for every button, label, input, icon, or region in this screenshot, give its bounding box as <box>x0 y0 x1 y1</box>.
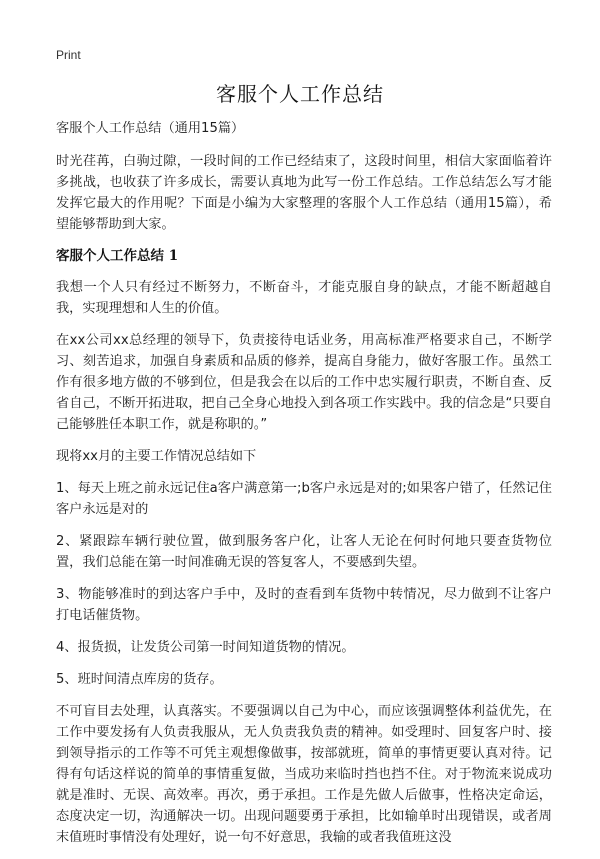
paragraph: 在xx公司xx总经理的领导下，负责接待电话业务，用高标准严格要求自己，不断学习、刻苦追求，加强自身素质和品质的修养，提高自身能力，做好客服工作。虽然工作有很多地方做的不够到位，但是我会在以后的工作中忠实履行职责，不断自查、反省自己，不断开拓进取，把自己全身心地投入到各项工作实践中。我的信念是“只要自己能够胜任本职工作，就是称职的。” <box>56 333 552 432</box>
print-link[interactable]: Print <box>56 48 81 62</box>
list-item: 2、紧跟踪车辆行驶位置，做到服务客户化，让客人无论在何时何地只要查货物位置，我们总能在第一时间准确无误的答复客人，不要感到失望。 <box>56 534 552 570</box>
list-item: 3、物能够准时的到达客户手中，及时的查看到车货物中转情况，尽力做到不让客户打电话催货物。 <box>56 587 552 623</box>
paragraph: 我想一个人只有经过不断努力，不断奋斗，才能克服自身的缺点，才能不断超越自我，实现理想和人生的价值。 <box>56 280 552 316</box>
list-item: 1、每天上班之前永远记住a客户满意第一;b客户永远是对的;如果客户错了，任然记住客户永远是对的 <box>56 481 552 517</box>
document-body <box>56 118 552 859</box>
intro-paragraph: 时光荏苒，白驹过隙，一段时间的工作已经结束了，这段时间里，相信大家面临着许多挑战，也收获了许多成长，需要认真地为此写一份工作总结。工作总结怎么写才能发挥它最大的作用呢？下面是小编为大家整理的客服个人工作总结（通用15篇），希望能够帮助到大家。 <box>56 154 552 232</box>
paragraph: 不可盲目去处理，认真落实。不要强调以自己为中心，而应该强调整体利益优先，在工作中要发扬有人负责我服从，无人负责我负责的精神。如受理时、回复客户时、接到领导指示的工作等不可凭主观想像做事，按部就班，简单的事情更要认真对待。记得有句话这样说的简单的事情重复做，当成功来临时挡也挡不住。对于物流来说成功就是准时、无误、高效率。再次，勇于承担。工作是先做人后做事，性格决定命运，态度决定一切，沟通解决一切。出现问题要勇于承担，比如输单时出现错误，或者周末值班时事情没有处理好，说一句不好意思，我输的或者我值班这没 <box>56 704 552 845</box>
document-subtitle: 客服个人工作总结（通用15篇） <box>56 121 245 136</box>
list-item: 4、报货损，让发货公司第一时间知道货物的情况。 <box>56 640 355 655</box>
list-item: 5、班时间清点库房的货存。 <box>56 672 223 687</box>
document-title: 客服个人工作总结 <box>216 82 384 106</box>
section-heading: 客服个人工作总结 1 <box>56 248 179 264</box>
paragraph: 现将xx月的主要工作情况总结如下 <box>56 449 257 464</box>
